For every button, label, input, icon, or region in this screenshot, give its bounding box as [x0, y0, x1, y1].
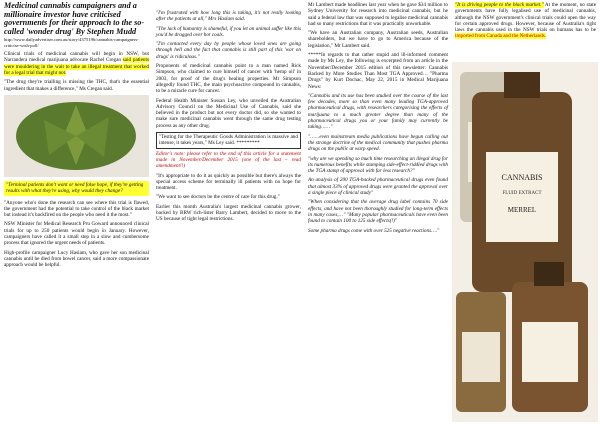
- paragraph: Clinical trials of medicinal cannabis will begin in NSW, but Narrandera medical marijuana advocate Rachel Cregan said patients were mouldering in the wait to take an illegal treatment that worked for a legal trial that might not.: [4, 51, 149, 77]
- paragraph: Mr Lambert made headlines last year when he gave $34 million to Sydney University for research into medicinal cannabis, but he said a federal law that was supposed to legalise medicinal cannabis had so many restrictions that it was practically unworkable.: [308, 2, 448, 27]
- bottle-label-text: MERREL: [507, 206, 537, 214]
- paragraph: "The drug they're trialling is missing the THC, that's the essential ingredient that makes a difference," Ms Cregan said.: [4, 79, 149, 92]
- article-title: Medicinal cannabis campaigners and a millionaire investor have criticised governments for their approach to the so-called 'wonder drug' By Stephen Mudd: [4, 1, 145, 36]
- paragraph: NSW Minister for Medical Research Pru Goward announced clinical trials for up to 250 patients would begin in January. However, campaigners have called it a small step in a slow and cumbersome process that ignored the urgent needs of patients.: [4, 221, 149, 247]
- quote: "I'm frustrated with how long this is taking, it's not really looking after the patients at all," Mrs Haslam said.: [156, 10, 301, 23]
- bottle-label-text: CANNABIS: [501, 173, 543, 182]
- paragraph: Federal Health Minister Sussan Ley, who unveiled the Australian Advisory Council on the Medicinal Use of Cannabis, said she believed in the product but not every doctor did, so she wanted to make sure medicinal cannabis went through the same drug testing process as any other drug.: [156, 97, 301, 129]
- quote: Some pharma drugs come with over 525 negative reactions….": [308, 227, 440, 234]
- highlighted-text: said patients were mouldering in the wait to take an illegal treatment that worked for a legal trial that might not.: [4, 57, 149, 77]
- boxed-quote: "Testing for the Therapeutic Goods Administration is massive and intense, it takes years," Ms Ley said. *********: [156, 132, 301, 149]
- paragraph: "We want to see doctors be the centre of care for this drug.": [156, 194, 280, 201]
- quote: "why are we spending so much time researching an illegal drug for its numerous benefits while stamping side-effect-riddled drugs with the TGA stamp of approval with far less research?": [308, 155, 448, 175]
- quote: "When considering that the average drug label contains 70 side effects, and have not been thoroughly studied for long-term effects in many cases,…" "Many popular pharmaceuticals have even been found to contain 100 to 125 side effects(!)": [308, 199, 448, 225]
- paragraph: "We have an Australian company, Australian seeds, Australian shareholders, but we have to go to America because of the legislation," Mr Lambert said.: [308, 30, 448, 49]
- highlighted-text: imported from Canada and the Netherlands.: [455, 33, 547, 40]
- column-3: [308, 2, 448, 237]
- quote: "The lack of humanity is shameful, if you let an animal suffer like this you'd be dragged over hot coals.: [156, 25, 301, 38]
- bottle-label-text: FLUID EXTRACT: [502, 191, 542, 196]
- column-1: [4, 2, 149, 272]
- column-2: [156, 2, 301, 226]
- quote: "……even mainstream media publications have begun calling out the strange doctrine of the medical community that pushes pharma drugs on the public at warp speed.: [308, 133, 448, 153]
- quote: An analysis of 200 TGA-backed pharmaceutical drugs even found that almost 33% of approved drugs were granted the approval over a single piece of clinical study": [308, 177, 448, 197]
- paragraph: High-profile campaigner Lucy Haslam, who gave her son medicinal cannabis until he died from bowel cancer, said a more compassionate approach would be helpful.: [4, 249, 149, 269]
- paragraph: Proponents of medicinal cannabis point to a man named Rick Simpson, who claimed to cure himself of cancer with 'hemp oil' in 2003, for proof of the drug's healing properties. Mr Simpson allegedly found THC, the main psychoactive compound in cannabis, to be a miracle cure for cancer.: [156, 63, 301, 95]
- pull-quote: "Terminal patients don't want or need false hope, if they're getting results with what they're using, why would they change?: [4, 181, 149, 196]
- column-4: "It is driving people to the black market." At the moment, no state governments have fully legalised use of medicinal cannabis, although the NSW government's clinical trials could open the way for certain approved drugs. However, because of Australia's tight laws the cannabis used in the NSW trials on humans has to be imported from Canada and the Netherlands.: [455, 2, 596, 40]
- highlighted-quote: "It is driving people to the black market.": [455, 2, 544, 8]
- cannabis-plant-photo: [4, 95, 149, 177]
- paragraph: Earlier this month Australia's largest medicinal cannabis grower, backed by BRW rich-lister Barry Lambert, decided to move to the US because of tight legal restrictions.: [156, 203, 301, 223]
- apothecary-bottles-photo: [452, 62, 598, 422]
- quote: "Cannabis and its use has been studied over the course of the last few decades, more so than even many leading TGA-approved pharmaceutical drugs, with researchers categorising the effects of marijuana to a much greater degree than many of the pharmaceutical drugs you or your family may currently be taking……": [308, 92, 448, 131]
- paragraph: "It's appropriate to do it as quickly as possible but there's always the special access scheme for terminally ill patients with no hope for treatment.: [156, 172, 301, 192]
- article-url[interactable]: http://www.dailyadvertiser.com.au/story/4375196/cannabis-campaigners-criticise-wish-poll/: [4, 37, 139, 48]
- paragraph: "Anyone who's done the research can see where this trial is flawed, the government had the potential to take control of the black market but instead it's backfired on the people who need it the most.": [4, 199, 149, 219]
- quote: "I'm contacted every day by people whose loved ones are going through hell and the fact that cannabis is still part of this 'war on drugs' is ridiculous.": [156, 41, 301, 60]
- editor-note: Editor's note: please refer to the end of this article for a statement made in November/December 2015 (one of the last – read amendment!!): [156, 150, 301, 170]
- paragraph: *****In regards to that rather stupid and ill-informed comment made by Ms Ley, the following is excerpted from an article in the November/December 2015 edition of this newsletter: Cannabis Backed by More Studies Than Most TGA Approved… "Pharma Drugs" by Kurt Dochac, May 22, 2015 in Medical Marijuana News:: [308, 52, 448, 90]
